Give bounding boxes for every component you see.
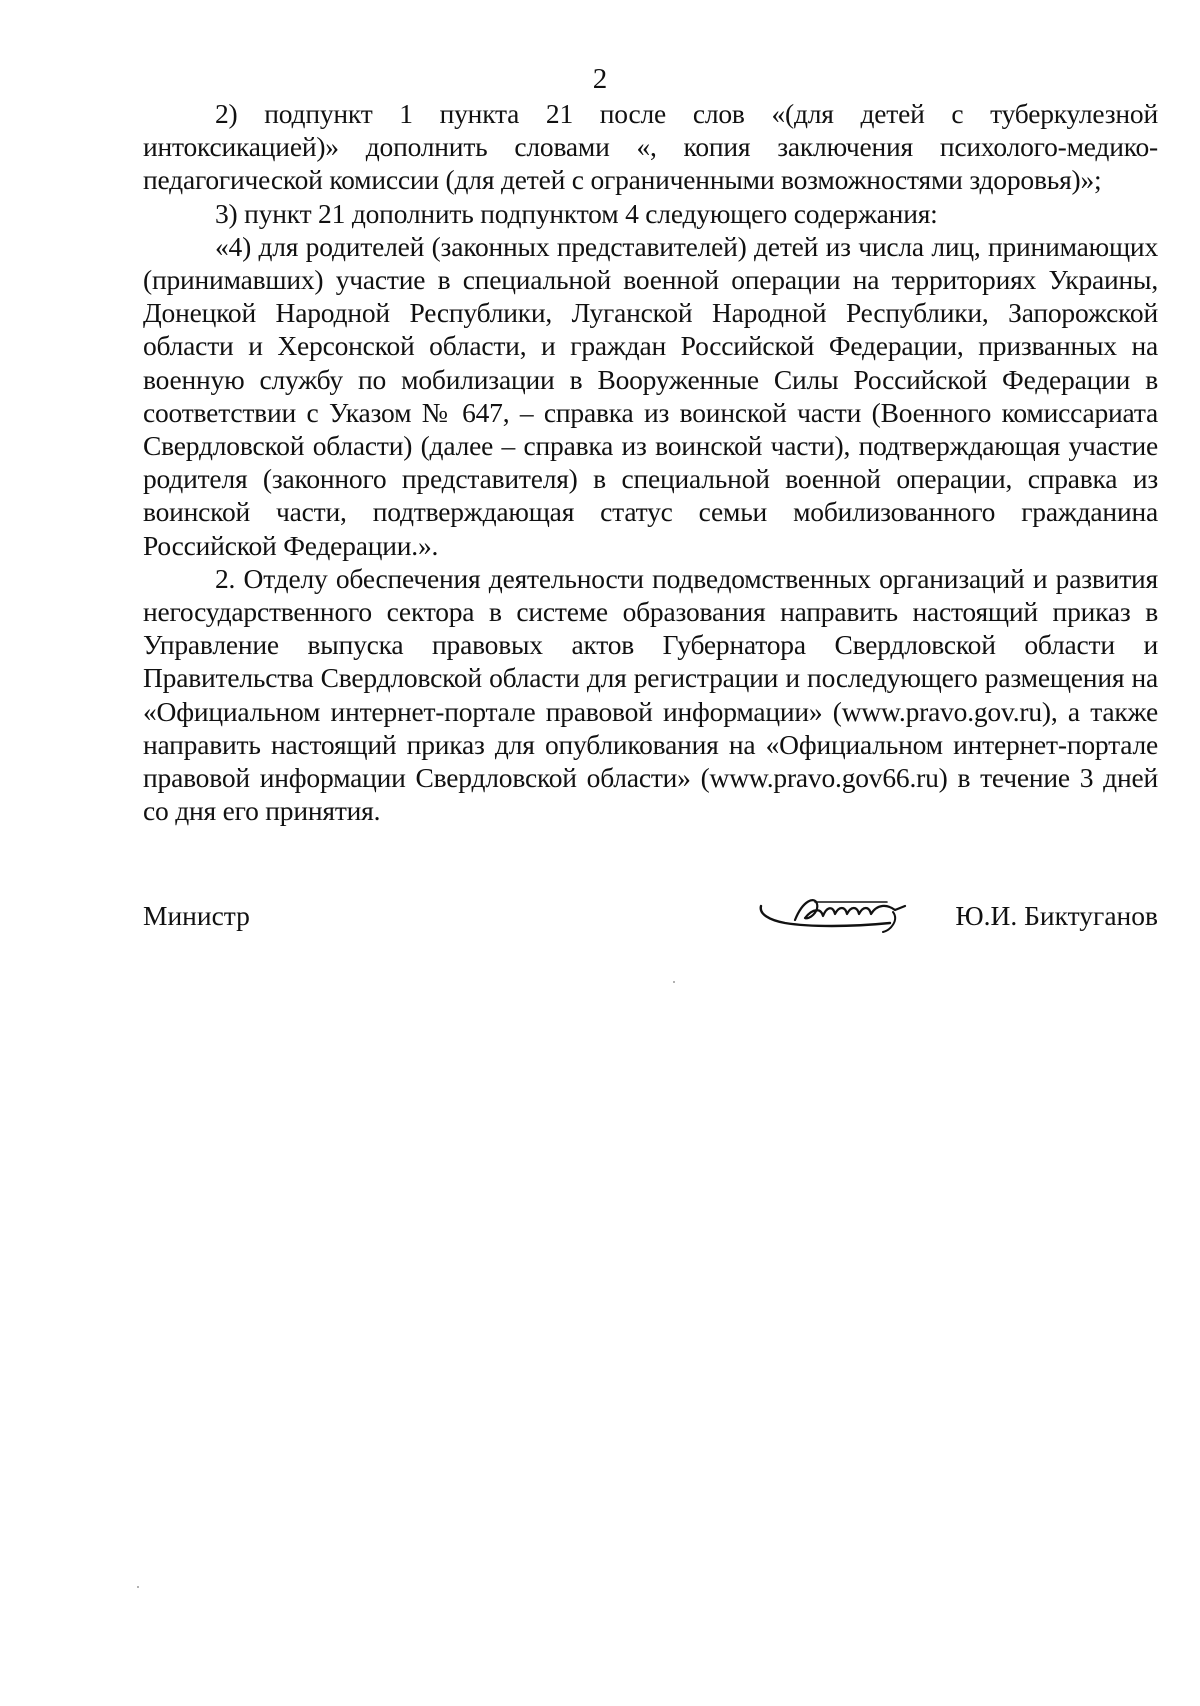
handwritten-signature-icon bbox=[755, 890, 925, 936]
scan-speck bbox=[137, 1586, 139, 1588]
signature-block bbox=[143, 890, 1158, 940]
scan-speck bbox=[673, 981, 675, 983]
page-number: 2 bbox=[592, 63, 608, 95]
paragraph-subitem-3: 3) пункт 21 дополнить подпунктом 4 следующего содержания: bbox=[215, 197, 938, 229]
document-body bbox=[143, 97, 1158, 827]
signatory-title: Министр bbox=[143, 900, 250, 931]
paragraph-subitem-2: 2) подпункт 1 пункта 21 после слов «(для детей с туберкулезной интоксикацией)» дополнить словами «, копия заключения психолого-медико-педагогической комиссии (для детей с ограниченными возможностями здоровья)»; bbox=[143, 98, 1158, 196]
signatory-name: Ю.И. Биктуганов bbox=[955, 900, 1158, 931]
paragraph-item-2: 2. Отделу обеспечения деятельности подведомственных организаций и развития негосударственного сектора в системе образования направить настоящий приказ в Управление выпуска правовых актов Губернатора Свердловской области и Правительства Свердловской области для регистрации и последующего размещения на «Официальном интернет-портале правовой информации» (www.pravo.gov.ru), а также направить настоящий приказ для опубликования на «Официальном интернет-портале правовой информации Свердловской области» (www.pravo.gov66.ru) в течение 3 дней со дня его принятия. bbox=[143, 562, 1158, 827]
paragraph-subitem-4-text: «4) для родителей (законных представителей) детей из числа лиц, принимающих (принимавших) участие в специальной военной операции на территориях Украины, Донецкой Народной Республики, Луганской Народной Республики, Запорожской области и Херсонской области, и граждан Российской Федерации, призванных на военную службу по мобилизации в Вооруженные Силы Российской Федерации в соответствии с Указом № 647, – справка из воинской части (Военного комиссариата Свердловской области) (далее – справка из воинской части), подтверждающая участие родителя (законного представителя) в специальной военной операции, справка из воинской части, подтверждающая статус семьи мобилизованного гражданина Российской Федерации.». bbox=[143, 230, 1158, 561]
